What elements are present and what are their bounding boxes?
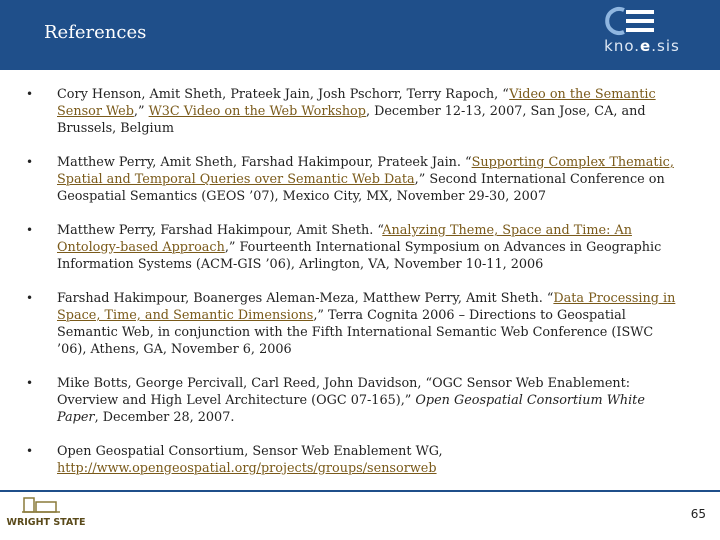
reference-text: Matthew Perry, Amit Sheth, Farshad Hakimpour, Prateek Jain. “ xyxy=(57,155,472,170)
reference-link[interactable]: Data Processing in Space, Time, and Semantic Dimensions xyxy=(57,291,676,323)
wright-state-wordmark: WRIGHT STATE xyxy=(6,517,86,528)
reference-text: Matthew Perry, Farshad Hakimpour, Amit Sheth. “ xyxy=(57,223,383,238)
reference-publication: Open Geospatial Consortium White Paper xyxy=(57,393,645,425)
reference-item xyxy=(0,222,720,273)
reference-link[interactable]: Supporting Complex Thematic, Spatial and Temporal Queries over Semantic Web Data xyxy=(57,155,674,187)
wright-state-emblem-icon xyxy=(6,494,86,516)
bullet-icon: • xyxy=(26,223,34,237)
knoesis-logo xyxy=(592,4,692,64)
reference-text: ,” Terra Cognita 2006 – Directions to Geospatial Semantic Web, in conjunction with the Fifth International Semantic Web Conference (ISWC ’06), Athens, GA, November 6, 2006 xyxy=(57,308,654,357)
bullet-icon: • xyxy=(26,376,34,390)
bullet-icon: • xyxy=(26,87,34,101)
knoesis-wordmark: kno.e.sis xyxy=(604,37,680,55)
footer-divider xyxy=(0,490,720,492)
bullet-icon: • xyxy=(26,155,34,169)
reference-item xyxy=(0,443,720,477)
reference-text: Farshad Hakimpour, Boanerges Aleman-Meza, Matthew Perry, Amit Sheth. “ xyxy=(57,291,554,306)
reference-link[interactable]: http://www.opengeospatial.org/projects/groups/sensorweb xyxy=(57,461,437,476)
reference-link[interactable]: W3C Video on the Web Workshop xyxy=(148,104,366,119)
knoesis-emblem-icon xyxy=(592,4,692,38)
bullet-icon: • xyxy=(26,444,34,458)
reference-link[interactable]: Video on the Semantic Sensor Web xyxy=(57,87,656,119)
reference-text: Mike Botts, George Percivall, Carl Reed, John Davidson, “OGC Sensor Web Enablement: Overview and High Level Architecture (OGC 07-165),” xyxy=(57,376,631,408)
reference-text: Cory Henson, Amit Sheth, Prateek Jain, Josh Pschorr, Terry Rapoch, “ xyxy=(57,87,510,102)
reference-text: , December 12-13, 2007, San Jose, CA, and Brussels, Belgium xyxy=(57,104,646,136)
reference-item xyxy=(0,86,720,137)
slide-header xyxy=(0,0,720,70)
bullet-icon: • xyxy=(26,291,34,305)
reference-text: ,” Second International Conference on Geospatial Semantics (GEOS ’07), Mexico City, MX, November 29-30, 2007 xyxy=(57,172,665,204)
reference-item xyxy=(0,375,720,426)
page-number: 65 xyxy=(690,507,706,521)
reference-text: ,” Fourteenth International Symposium on Advances in Geographic Information Systems (ACM-GIS ’06), Arlington, VA, November 10-11, 2006 xyxy=(57,240,662,272)
slide-title: References xyxy=(44,22,147,43)
reference-list xyxy=(0,86,720,494)
reference-item xyxy=(0,290,720,358)
wright-state-logo xyxy=(6,494,86,536)
reference-text: Open Geospatial Consortium, Sensor Web Enablement WG, xyxy=(57,444,443,459)
reference-item xyxy=(0,154,720,205)
reference-link[interactable]: Analyzing Theme, Space and Time: An Ontology-based Approach xyxy=(57,223,632,255)
reference-text: ,” xyxy=(133,104,149,119)
reference-text: , December 28, 2007. xyxy=(94,410,235,425)
